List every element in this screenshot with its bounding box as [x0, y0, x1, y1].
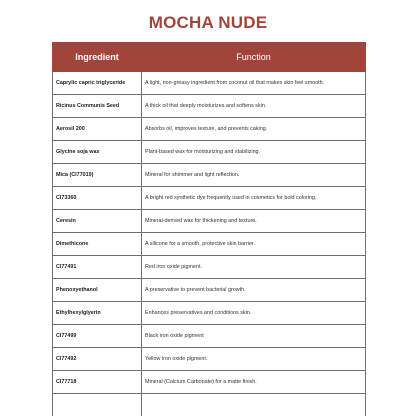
table-row	[53, 72, 366, 95]
function-cell: Yellow iron oxide pigment.	[142, 348, 366, 371]
table-row	[53, 371, 366, 394]
function-cell	[142, 394, 366, 416]
ingredient-cell: Caprylic capric triglyceride	[53, 72, 142, 95]
ingredient-cell: Phenoxyethanol	[53, 279, 142, 302]
function-cell: A silicone for a smooth, protective skin barrier.	[142, 233, 366, 256]
ingredient-cell: Ethylhexylglyerin	[53, 302, 142, 325]
function-cell: Mineral-derived wax for thickening and texture.	[142, 210, 366, 233]
table-header-row	[53, 43, 366, 72]
table-row	[53, 95, 366, 118]
ingredient-cell	[53, 394, 142, 416]
ingredient-cell: Aerosil 200	[53, 118, 142, 141]
table-row	[53, 256, 366, 279]
function-cell: Mineral for shimmer and light reflection.	[142, 164, 366, 187]
table-row	[53, 302, 366, 325]
table-row	[53, 279, 366, 302]
ingredient-cell: Glycine soja wax	[53, 141, 142, 164]
ingredient-cell: Ricinus Communis Seed	[53, 95, 142, 118]
page-title: MOCHA NUDE	[148, 13, 268, 32]
ingredient-column-header: Ingredient	[53, 43, 142, 72]
table-row	[53, 141, 366, 164]
table-row	[53, 348, 366, 371]
table-row	[53, 325, 366, 348]
table-row	[53, 187, 366, 210]
ingredient-cell: Ceresin	[53, 210, 142, 233]
function-cell: Black iron oxide pigment	[142, 325, 366, 348]
table-row	[53, 164, 366, 187]
ingredient-cell: CI77718	[53, 371, 142, 394]
table-row	[53, 210, 366, 233]
table-row	[53, 118, 366, 141]
table-row	[53, 394, 366, 416]
ingredient-cell: CI77492	[53, 348, 142, 371]
function-cell: Plant-based wax for moisturizing and stabilizing.	[142, 141, 366, 164]
ingredient-cell: CI77499	[53, 325, 142, 348]
function-cell: A preservative to prevent bacterial growth.	[142, 279, 366, 302]
function-cell: Red iron oxide pigment.	[142, 256, 366, 279]
ingredient-cell: Mica (CI77019)	[53, 164, 142, 187]
function-cell: Absorbs oil, improves texture, and prevents caking.	[142, 118, 366, 141]
function-column-header: Function	[142, 43, 366, 72]
function-cell: Mineral (Calcium Carbonate) for a matte finish.	[142, 371, 366, 394]
ingredient-cell: CI73360	[53, 187, 142, 210]
function-cell: Enhances preservatives and conditions skin.	[142, 302, 366, 325]
function-cell: A thick oil that deeply moisturizes and softens skin.	[142, 95, 366, 118]
table-row	[53, 233, 366, 256]
ingredient-cell: CI77491	[53, 256, 142, 279]
ingredient-table	[52, 42, 366, 416]
ingredient-cell: Dimethicone	[53, 233, 142, 256]
function-cell: A light, non-greasy ingredient from coconut oil that makes skin feel smooth.	[142, 72, 366, 95]
function-cell: A bright red synthetic dye frequently used in cosmetics for bold coloring.	[142, 187, 366, 210]
